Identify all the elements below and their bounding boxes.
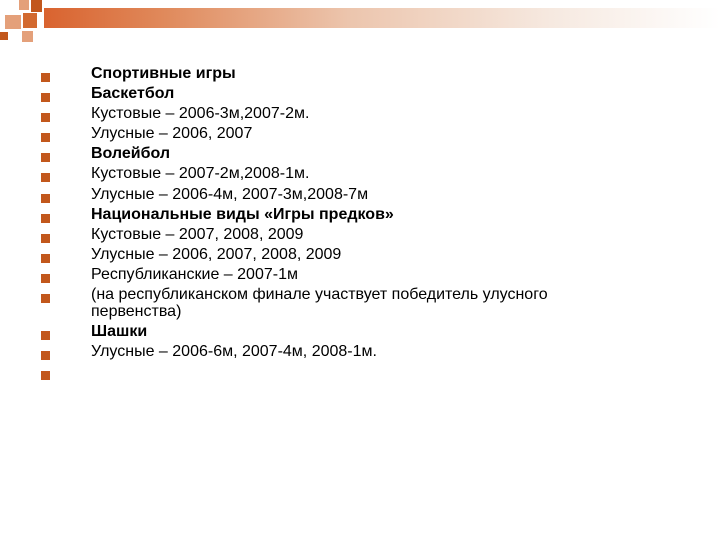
deco-square-4: [23, 13, 37, 28]
square-bullet-icon: [41, 153, 50, 162]
list-item-text: Кустовые – 2006-3м,2007-2м.: [91, 105, 310, 123]
square-bullet-icon: [41, 194, 50, 203]
list-item: [0, 106, 720, 126]
list-item: [0, 227, 720, 247]
list-item-text: Спортивные игры: [91, 65, 236, 82]
square-bullet-icon: [41, 294, 50, 303]
square-bullet-icon: [41, 331, 50, 340]
deco-square-6: [22, 31, 33, 42]
list-item: [0, 324, 720, 344]
list-item: [0, 207, 720, 227]
list-item-text: (на республиканском финале участвует победитель улусного первенства): [91, 286, 548, 320]
deco-square-5: [0, 32, 8, 40]
list-item: [0, 267, 720, 287]
list-item: [0, 146, 720, 166]
bullet-list: [0, 66, 720, 384]
list-item: [0, 364, 720, 384]
deco-square-1: [19, 0, 29, 10]
list-item: [0, 86, 720, 106]
list-item-text: Кустовые – 2007, 2008, 2009: [91, 225, 304, 243]
list-item: [0, 247, 720, 267]
square-bullet-icon: [41, 254, 50, 263]
list-item-text: Улусные – 2006-6м, 2007-4м, 2008-1м.: [91, 343, 377, 361]
list-item: [0, 166, 720, 186]
list-item-text: Улусные – 2006, 2007: [91, 125, 253, 143]
list-item-text: Республиканские – 2007-1м: [91, 265, 298, 283]
square-bullet-icon: [41, 93, 50, 102]
square-bullet-icon: [41, 173, 50, 182]
deco-square-2: [31, 0, 42, 12]
square-bullet-icon: [41, 371, 50, 380]
header-gradient-bar: [44, 8, 720, 28]
square-bullet-icon: [41, 133, 50, 142]
square-bullet-icon: [41, 214, 50, 223]
list-item: [0, 187, 720, 207]
deco-square-3: [5, 15, 21, 29]
list-item: [0, 66, 720, 86]
list-item-text: Баскетбол: [91, 85, 175, 103]
square-bullet-icon: [41, 73, 50, 82]
list-item-text: Шашки: [91, 323, 148, 341]
list-item-text: Национальные виды «Игры предков»: [91, 205, 394, 223]
square-bullet-icon: [41, 113, 50, 122]
square-bullet-icon: [41, 351, 50, 360]
list-item-text: Улусные – 2006-4м, 2007-3м,2008-7м: [91, 185, 369, 203]
list-item-text: Кустовые – 2007-2м,2008-1м.: [91, 165, 310, 183]
list-item-text: Волейбол: [91, 145, 171, 163]
list-item: [0, 126, 720, 146]
list-item: [0, 287, 720, 324]
list-item: [0, 344, 720, 364]
square-bullet-icon: [41, 234, 50, 243]
list-item-text: Улусные – 2006, 2007, 2008, 2009: [91, 245, 342, 263]
square-bullet-icon: [41, 274, 50, 283]
